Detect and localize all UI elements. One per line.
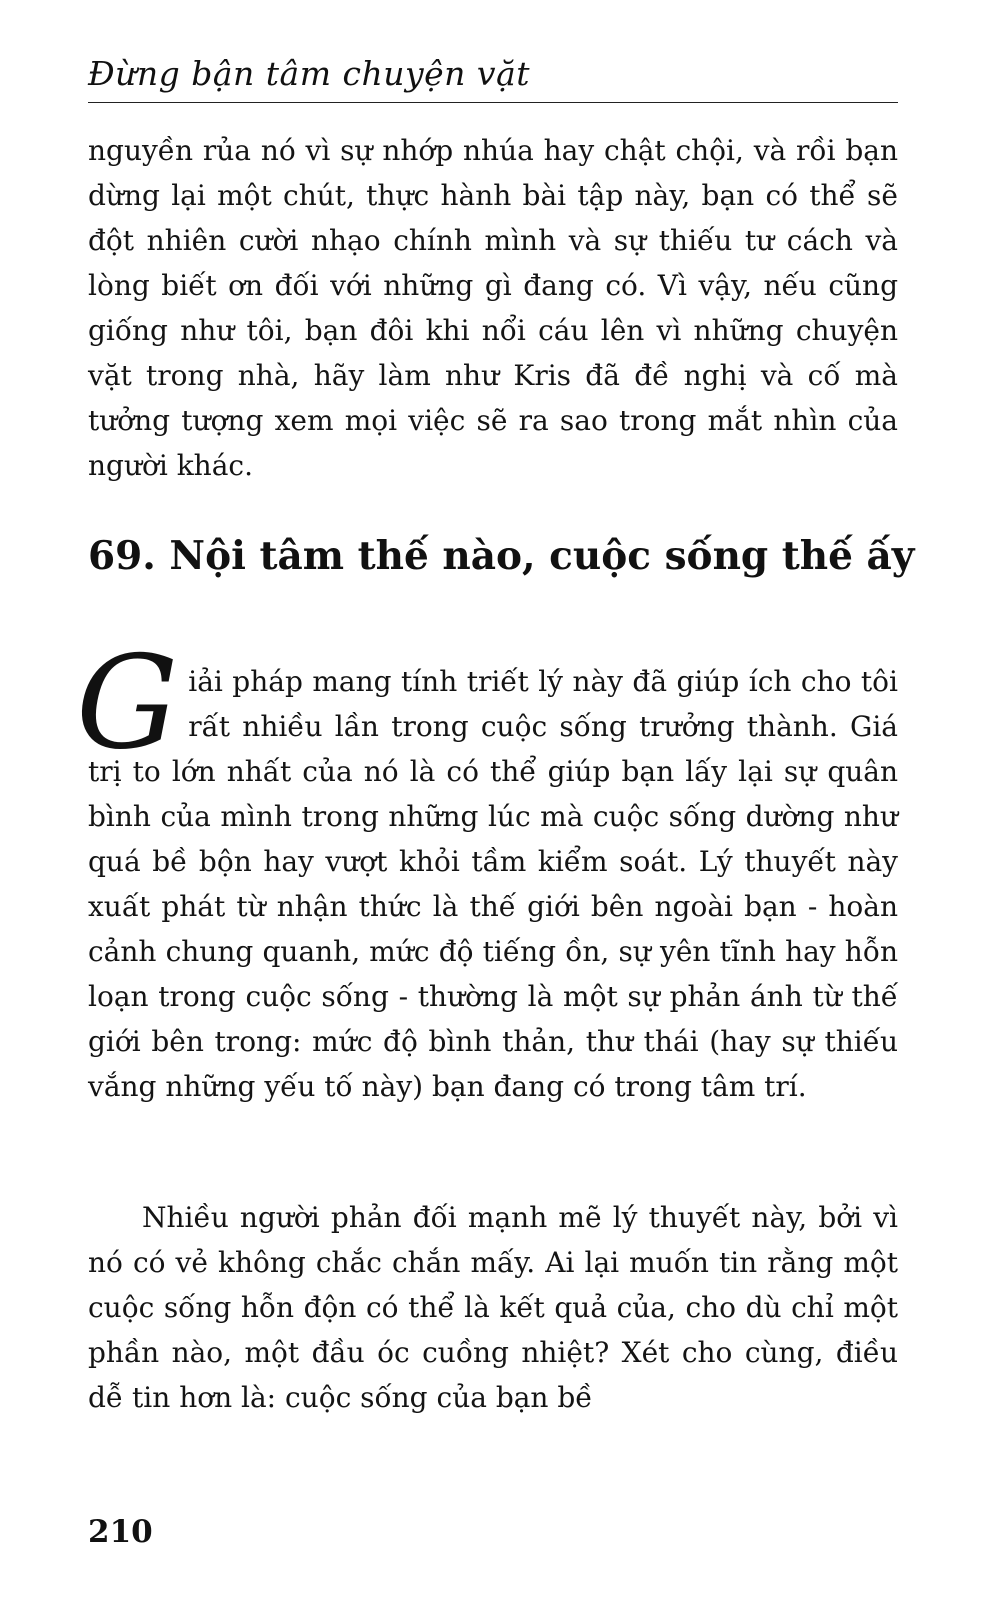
section-second-paragraph	[88, 1195, 898, 1420]
page-number: 210	[88, 1514, 153, 1550]
drop-cap: G	[76, 629, 179, 778]
section-title: 69. Nội tâm thế nào, cuộc sống thế ấy	[88, 533, 915, 579]
second-paragraph-text: Nhiều người phản đối mạnh mẽ lý thuyết này, bởi vì nó có vẻ không chắc chắn mấy. Ai lại muốn tin rằng một cuộc sống hỗn độn có thể là kết quả của, cho dù chỉ một phần nào, một đầu óc cuồng nhiệt? Xét cho cùng, điều dễ tin hơn là: cuộc sống của bạn bề	[88, 1201, 898, 1414]
header-divider	[88, 102, 898, 103]
intro-paragraph-text: nguyền rủa nó vì sự nhớp nhúa hay chật chội, và rồi bạn dừng lại một chút, thực hành bài tập này, bạn có thể sẽ đột nhiên cười nhạo chính mình và sự thiếu tư cách và lòng biết ơn đối với những gì đang có. Vì vậy, nếu cũng giống như tôi, bạn đôi khi nổi cáu lên vì những chuyện vặt trong nhà, hãy làm như Kris đã đề nghị và cố mà tưởng tượng xem mọi việc sẽ ra sao trong mắt nhìn của người khác.	[88, 134, 898, 482]
intro-paragraph	[88, 128, 898, 488]
section-first-paragraph	[76, 629, 898, 1109]
first-paragraph-text: iải pháp mang tính triết lý này đã giúp ích cho tôi rất nhiều lần trong cuộc sống trưởng thành. Giá trị to lớn nhất của nó là có thể giúp bạn lấy lại sự quân bình của mình trong những lúc mà cuộc sống dường như quá bề bộn hay vượt khỏi tầm kiểm soát. Lý thuyết này xuất phát từ nhận thức là thế giới bên ngoài bạn - hoàn cảnh chung quanh, mức độ tiếng ồn, sự yên tĩnh hay hỗn loạn trong cuộc sống - thường là một sự phản ánh từ thế giới bên trong: mức độ bình thản, thư thái (hay sự thiếu vắng những yếu tố này) bạn đang có trong tâm trí.	[88, 665, 898, 1103]
running-header: Đừng bận tâm chuyện vặt	[88, 54, 530, 93]
